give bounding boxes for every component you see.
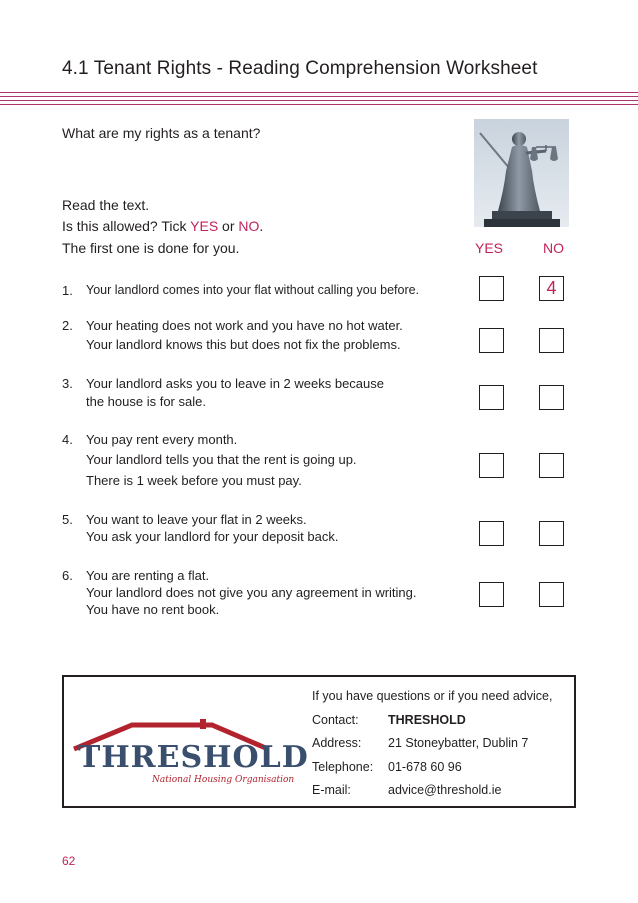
no-checkbox[interactable] bbox=[539, 328, 564, 353]
yes-checkbox[interactable] bbox=[479, 328, 504, 353]
email-label: E-mail: bbox=[312, 783, 351, 797]
yes-checkbox[interactable] bbox=[479, 453, 504, 478]
no-checkbox[interactable] bbox=[539, 582, 564, 607]
contact-label: Contact: bbox=[312, 713, 359, 727]
yes-checkbox[interactable] bbox=[479, 582, 504, 607]
intro-question: What are my rights as a tenant? bbox=[62, 125, 261, 141]
column-header-no: NO bbox=[543, 240, 564, 256]
yes-checkbox[interactable] bbox=[479, 521, 504, 546]
telephone-value: 01-678 60 96 bbox=[388, 760, 462, 774]
column-header-yes: YES bbox=[475, 240, 504, 256]
contact-intro: If you have questions or if you need advice, bbox=[312, 689, 553, 703]
address-label: Address: bbox=[312, 736, 362, 750]
yes-checkbox[interactable] bbox=[479, 385, 504, 410]
contact-value: THRESHOLD bbox=[388, 713, 466, 727]
threshold-logo bbox=[72, 715, 309, 785]
no-checkbox[interactable] bbox=[539, 385, 564, 410]
tick-mark: 4 bbox=[546, 278, 557, 298]
instruction-first-done: The first one is done for you. bbox=[62, 240, 240, 256]
address-value: 21 Stoneybatter, Dublin 7 bbox=[388, 736, 529, 750]
yes-checkbox[interactable] bbox=[479, 276, 504, 301]
instruction-tick: Is this allowed? Tick YES or NO. bbox=[62, 218, 264, 234]
title-underline-rules bbox=[0, 92, 638, 108]
svg-text:National Housing Organisation: National Housing Organisation bbox=[152, 775, 295, 785]
no-word: NO bbox=[238, 218, 260, 234]
page-number: 62 bbox=[62, 854, 76, 868]
instruction-read: Read the text. bbox=[62, 197, 150, 213]
justice-statue-image bbox=[474, 119, 569, 227]
contact-box bbox=[62, 675, 576, 808]
yes-word: YES bbox=[190, 218, 219, 234]
no-checkbox[interactable] bbox=[539, 453, 564, 478]
svg-text:THRESHOLD: THRESHOLD bbox=[78, 740, 309, 775]
email-link[interactable]: advice@threshold.ie bbox=[388, 783, 502, 797]
no-checkbox[interactable] bbox=[539, 521, 564, 546]
telephone-label: Telephone: bbox=[312, 760, 374, 774]
page-title: 4.1 Tenant Rights - Reading Comprehension Worksheet bbox=[62, 58, 538, 79]
